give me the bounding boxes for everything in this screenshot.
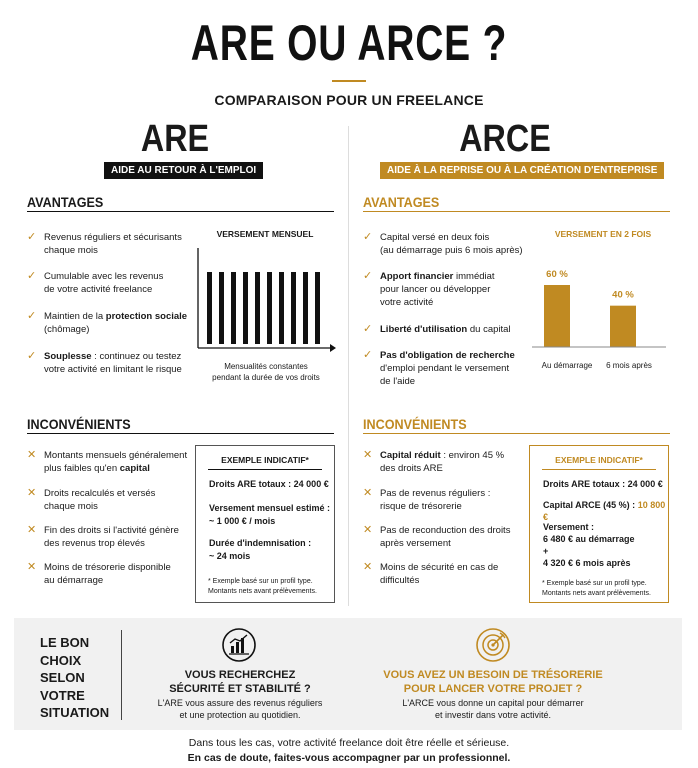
are-monthly-chart: [194, 242, 338, 354]
arce-example-capital: Capital ARCE (45 %) : 10 800 €: [543, 500, 666, 522]
arce-example-payment-2: 4 320 € 6 mois après: [543, 558, 631, 568]
check-icon: ✓: [27, 270, 37, 282]
list-item: ✕ Pas de reconduction des droits après versement: [363, 524, 511, 549]
choice-heading: LE BON CHOIX SELON VOTRE SITUATION: [40, 635, 110, 720]
choice-divider: [121, 630, 122, 720]
are-example-monthly-value: ~ 1 000 € / mois: [209, 516, 276, 526]
are-monthly-bar: [267, 272, 272, 344]
are-example-title: EXEMPLE INDICATIF*: [221, 455, 309, 465]
page-subtitle: COMPARAISON POUR UN FREELANCE: [214, 92, 484, 108]
bar-chart-icon: [221, 627, 257, 663]
check-icon: ✓: [363, 231, 373, 243]
arce-disadvantages-rule: [363, 433, 670, 434]
arce-example-box: [529, 445, 669, 603]
arce-split-chart: [530, 250, 670, 350]
list-item: ✓ Souplesse : continuez ou testez votre activité en limitant le risque: [27, 350, 182, 375]
arce-split-value-label: 40 %: [612, 289, 634, 301]
target-icon: [475, 627, 511, 663]
are-monthly-bar: [291, 272, 296, 344]
list-item: ✓ Pas d'obligation de recherche d'emploi pendant le versement de l'aide: [363, 349, 515, 387]
arce-chart-title: VERSEMENT EN 2 FOIS: [554, 229, 652, 239]
are-monthly-bar: [303, 272, 308, 344]
cross-icon: ✕: [27, 487, 37, 499]
list-item: ✕ Capital réduit : environ 45 % des droits ARE: [363, 449, 505, 474]
list-item: ✓ Capital versé en deux fois (au démarrage puis 6 mois après): [363, 231, 523, 256]
cross-icon: ✕: [363, 449, 373, 461]
are-example-note: * Exemple basé sur un profil type. Montants nets avant prélèvements.: [208, 578, 317, 595]
are-monthly-bar: [219, 272, 224, 344]
are-advantages-rule: [27, 211, 334, 212]
security-text: L'ARE vous assure des revenus réguliers et une protection au quotidien.: [157, 698, 323, 720]
list-item: ✕ Pas de revenus réguliers : risque de trésorerie: [363, 487, 491, 512]
are-title: ARE: [140, 118, 210, 160]
treasury-title: VOUS AVEZ UN BESOIN DE TRÉSORERIE POUR LANCER VOTRE PROJET ?: [383, 669, 603, 695]
footer-line-1: Dans tous les cas, votre activité freelance doit être réelle et sérieuse.: [188, 737, 510, 749]
arce-example-plus: +: [543, 546, 549, 556]
are-tag: AIDE AU RETOUR À L'EMPLOI: [104, 162, 263, 179]
arce-title: ARCE: [459, 118, 551, 160]
security-title: VOUS RECHERCHEZ SÉCURITÉ ET STABILITÉ ?: [169, 669, 311, 695]
arce-disadvantages-heading: INCONVÉNIENTS: [363, 416, 467, 432]
arce-example-payment-label: Versement :: [543, 522, 595, 532]
list-item: ✓ Liberté d'utilisation du capital: [363, 323, 511, 335]
check-icon: ✓: [363, 270, 373, 282]
list-item: ✕ Montants mensuels généralement plus faibles qu'en capital: [27, 449, 188, 474]
list-item: ✕ Moins de sécurité en cas de difficultés: [363, 561, 499, 586]
cross-icon: ✕: [27, 524, 37, 536]
check-icon: ✓: [363, 323, 373, 335]
column-divider: [348, 126, 349, 606]
list-item: ✕ Moins de trésorerie disponible au démarrage: [27, 561, 171, 586]
cross-icon: ✕: [363, 487, 373, 499]
arce-split-value-label: 60 %: [546, 269, 568, 280]
arce-example-total: Droits ARE totaux : 24 000 €: [543, 479, 663, 489]
arce-example-note: * Exemple basé sur un profil type. Montants nets avant prélèvements.: [542, 580, 651, 597]
are-monthly-bar: [315, 272, 320, 344]
arce-split-bar: [610, 306, 636, 347]
arce-chart-category: 6 mois après: [606, 361, 652, 370]
are-example-duration-label: Durée d'indemnisation :: [209, 538, 312, 548]
check-icon: ✓: [27, 231, 37, 243]
are-advantages-heading: AVANTAGES: [27, 194, 104, 210]
are-chart-arrow: [330, 344, 336, 352]
are-example-monthly-label: Versement mensuel estimé :: [209, 503, 331, 513]
arce-example-title: EXEMPLE INDICATIF*: [555, 455, 643, 465]
page-title: ARE OU ARCE ?: [190, 15, 508, 71]
cross-icon: ✕: [27, 561, 37, 573]
check-icon: ✓: [363, 349, 373, 361]
are-chart-caption: Mensualités constantes pendant la durée de vos droits: [212, 362, 320, 382]
are-monthly-bar: [255, 272, 260, 344]
list-item: ✓ Apport financier immédiat pour lancer ou développer votre activité: [363, 270, 495, 308]
treasury-text: L'ARCE vous donne un capital pour démarrer et investir dans votre activité.: [402, 698, 584, 720]
are-example-duration-value: ~ 24 mois: [209, 551, 251, 561]
cross-icon: ✕: [363, 561, 373, 573]
check-icon: ✓: [27, 310, 37, 322]
list-item: ✓ Revenus réguliers et sécurisants chaque mois: [27, 231, 182, 256]
arce-tag: AIDE À LA REPRISE OU À LA CRÉATION D'ENTREPRISE: [380, 162, 664, 179]
are-disadvantages-rule: [27, 433, 334, 434]
are-chart-title: VERSEMENT MENSUEL: [216, 229, 314, 239]
check-icon: ✓: [27, 350, 37, 362]
are-monthly-bar: [243, 272, 248, 344]
are-example-rule: [208, 469, 322, 470]
arce-chart-category: Au démarrage: [541, 361, 593, 370]
are-monthly-bar: [279, 272, 284, 344]
arce-example-rule: [542, 469, 656, 470]
are-monthly-bar: [207, 272, 212, 344]
list-item: ✓ Maintien de la protection sociale (chômage): [27, 310, 188, 335]
list-item: ✕ Fin des droits si l'activité génère des revenus trop élevés: [27, 524, 179, 549]
arce-advantages-rule: [363, 211, 670, 212]
arce-advantages-heading: AVANTAGES: [363, 194, 440, 210]
are-example-box: [195, 445, 335, 603]
arce-example-payment-1: 6 480 € au démarrage: [543, 534, 635, 544]
cross-icon: ✕: [363, 524, 373, 536]
cross-icon: ✕: [27, 449, 37, 461]
are-example-total: Droits ARE totaux : 24 000 €: [209, 479, 329, 489]
arce-split-bar: [544, 285, 570, 347]
footer-line-2: En cas de doute, faites-vous accompagner par un professionnel.: [187, 752, 511, 764]
list-item: ✕ Droits recalculés et versés chaque mois: [27, 487, 156, 512]
list-item: ✓ Cumulable avec les revenus de votre activité freelance: [27, 270, 164, 295]
are-monthly-bar: [231, 272, 236, 344]
title-divider: [332, 80, 366, 82]
are-disadvantages-heading: INCONVÉNIENTS: [27, 416, 131, 432]
